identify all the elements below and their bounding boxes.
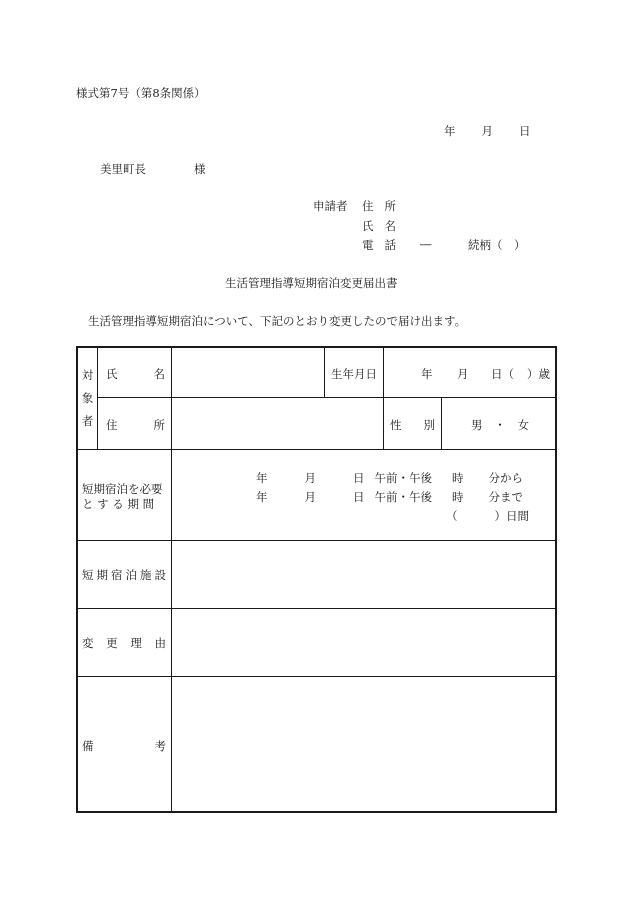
- address-field[interactable]: [172, 398, 382, 448]
- facility-label: 短 期 宿 泊 施 設: [82, 568, 166, 582]
- col-divider: [441, 397, 442, 449]
- col-divider: [97, 346, 98, 449]
- reason-field[interactable]: [172, 609, 555, 675]
- applicant-phone-label: 電 話: [362, 238, 396, 252]
- sex-male[interactable]: 男: [471, 418, 483, 432]
- sex-female[interactable]: 女: [517, 418, 529, 432]
- sex-options[interactable]: 男 ・ 女: [471, 418, 529, 432]
- applicant-address-label: 住 所: [362, 199, 396, 213]
- date-line: [444, 123, 531, 139]
- date-month-label: 月: [481, 124, 493, 138]
- name-label: 氏 名: [106, 367, 165, 381]
- birthdate-label: 生年月日: [331, 367, 377, 381]
- col-divider: [324, 346, 325, 397]
- birthdate-year: 年: [421, 367, 433, 381]
- birthdate-day: 日（: [491, 367, 514, 381]
- applicant-name-label: 氏 名: [362, 219, 396, 233]
- period-days[interactable]: （ ）日間: [446, 509, 529, 523]
- period-from[interactable]: 年 月 日 午前・午後 時 分から: [256, 471, 523, 485]
- addressee-name: 美里町長: [100, 162, 146, 176]
- subject-label: 対 象 者: [81, 368, 94, 428]
- document-intro: 生活管理指導短期宿泊について、下記のとおり変更したので届け出ます。: [88, 314, 467, 328]
- remarks-field[interactable]: [172, 677, 555, 811]
- period-to[interactable]: 年 月 日 午前・午後 時 分まで: [256, 490, 523, 504]
- sex-label: 性 別: [390, 418, 435, 432]
- period-label-line1: 短期宿泊を必要: [82, 482, 163, 496]
- birthdate-age: ）歳: [527, 367, 550, 381]
- addressee: [100, 161, 206, 177]
- remarks-label: 備 考: [82, 739, 166, 753]
- applicant-relationship: 続柄（ ）: [468, 238, 526, 252]
- date-day-label: 日: [519, 124, 531, 138]
- document-title: 生活管理指導短期宿泊変更届出書: [225, 276, 398, 290]
- applicant-phone-dash: ―: [420, 237, 432, 251]
- address-label: 住 所: [106, 418, 165, 432]
- form-number: 様式第7号（第8条関係）: [76, 86, 206, 100]
- facility-field[interactable]: [172, 541, 555, 607]
- reason-label: 変 更 理 由: [82, 636, 166, 650]
- birthdate-month: 月: [457, 367, 469, 381]
- period-label-line2: と す る 期 間: [82, 497, 155, 511]
- row-divider: [76, 449, 557, 450]
- applicant-label: 申請者: [313, 199, 348, 213]
- name-field[interactable]: [172, 347, 324, 397]
- addressee-honorific: 様: [194, 162, 206, 176]
- date-year-label: 年: [444, 124, 456, 138]
